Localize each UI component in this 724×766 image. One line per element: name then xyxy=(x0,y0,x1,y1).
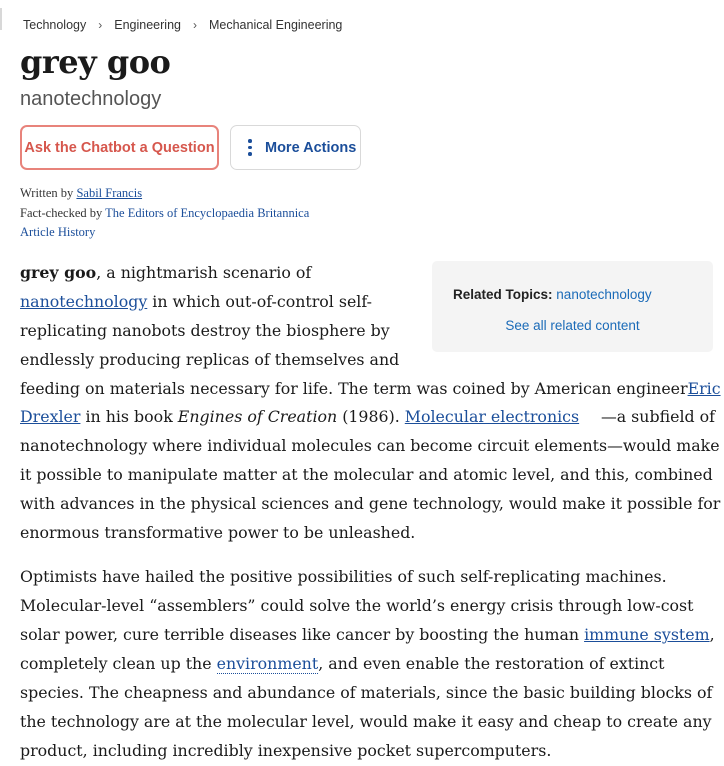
text-span: , and even enable the restoration of extinct xyxy=(318,654,665,674)
text-line: with advances in the physical sciences and gene technology, would make it possible for xyxy=(20,494,721,514)
text-span: , xyxy=(709,625,715,645)
fact-checker-link[interactable]: The Editors of Encyclopaedia Britannica xyxy=(105,205,310,220)
text-line: species. The cheapness and abundance of materials, since the basic building blocks of xyxy=(20,682,713,702)
term-bold: grey goo xyxy=(20,263,97,282)
text-span: in which out-of-control self- xyxy=(147,291,372,311)
fact-checked-label: Fact-checked by xyxy=(20,205,103,220)
history-row xyxy=(20,223,309,243)
breadcrumb-item-technology[interactable]: Technology xyxy=(23,18,87,32)
text-span: , a nightmarish scenario of xyxy=(96,263,312,282)
article-body xyxy=(20,259,721,766)
related-topics-label: Related Topics: xyxy=(453,287,553,302)
chevron-right-icon: › xyxy=(192,18,197,32)
author-link[interactable]: Sabil Francis xyxy=(76,186,143,200)
text-line: it possible to manipulate matter at the molecular and atomic level, and this, combined xyxy=(20,465,713,485)
written-by-label: Written by xyxy=(20,186,74,200)
article-history-link[interactable]: Article History xyxy=(20,225,96,239)
text-line: the technology are at the molecular level, would make it easy and cheap to create any xyxy=(20,711,712,731)
text-span: in his book xyxy=(80,407,178,427)
left-edge-divider xyxy=(0,8,2,30)
text-line: Optimists have hailed the positive possibilities of such self-replicating machines. xyxy=(20,567,667,587)
ask-chatbot-button[interactable] xyxy=(20,125,219,170)
article-credits xyxy=(20,184,309,243)
more-actions-label: More Actions xyxy=(265,139,357,156)
breadcrumb-item-engineering[interactable]: Engineering xyxy=(114,18,181,32)
text-line: nanotechnology where individual molecules can become circuit elements—would make xyxy=(20,436,720,456)
text-line: replicating nanobots destroy the biosphere by xyxy=(20,320,390,340)
eric-drexler-link[interactable]: Eric xyxy=(687,378,721,398)
nanotechnology-link[interactable]: nanotechnology xyxy=(20,291,148,311)
related-topic-link[interactable]: nanotechnology xyxy=(556,287,652,302)
molecular-electronics-link[interactable]: Molecular electronics xyxy=(404,407,580,427)
more-actions-button[interactable] xyxy=(230,125,361,170)
paragraph-1 xyxy=(20,259,721,548)
text-line: enormous transformative power to be unleashed. xyxy=(20,523,416,543)
text-line: endlessly producing replicas of themselves and xyxy=(20,349,400,369)
chevron-right-icon: › xyxy=(98,18,103,32)
page-title: grey goo xyxy=(20,43,171,81)
text-line xyxy=(20,650,715,679)
eric-drexler-link-cont[interactable]: Drexler xyxy=(20,407,81,427)
text-span: solar power, cure terrible diseases like cancer by boosting the human xyxy=(20,625,585,645)
page-subtitle: nanotechnology xyxy=(20,88,162,110)
written-by-row xyxy=(20,184,309,204)
breadcrumb-item-mechanical-engineering[interactable]: Mechanical Engineering xyxy=(208,18,343,32)
book-title: Engines of Creation xyxy=(177,407,338,427)
text-line xyxy=(20,375,721,404)
ask-chatbot-label: Ask the Chatbot a Question xyxy=(24,139,215,156)
kebab-menu-icon xyxy=(247,139,253,156)
paragraph-2 xyxy=(20,563,715,765)
breadcrumb xyxy=(23,17,342,33)
text-line xyxy=(20,288,715,317)
text-line xyxy=(20,259,715,288)
environment-link[interactable]: environment xyxy=(216,654,319,674)
text-line: Molecular-level “assemblers” could solve the world’s energy crisis through low-cost xyxy=(20,596,694,616)
text-span: (1986). xyxy=(337,407,405,427)
text-span: —a subfield of xyxy=(600,407,715,427)
text-line: product, including incredibly inexpensive pocket supercomputers. xyxy=(20,740,552,760)
fact-checked-row xyxy=(20,204,309,224)
text-line xyxy=(20,403,715,432)
see-all-related-link[interactable]: See all related content xyxy=(505,318,640,333)
immune-system-link[interactable]: immune system xyxy=(584,625,710,645)
text-line xyxy=(20,621,715,650)
text-span: completely clean up the xyxy=(20,654,217,674)
text-span xyxy=(20,403,579,432)
text-span: feeding on materials necessary for life. The term was coined by American engineer xyxy=(20,378,688,398)
